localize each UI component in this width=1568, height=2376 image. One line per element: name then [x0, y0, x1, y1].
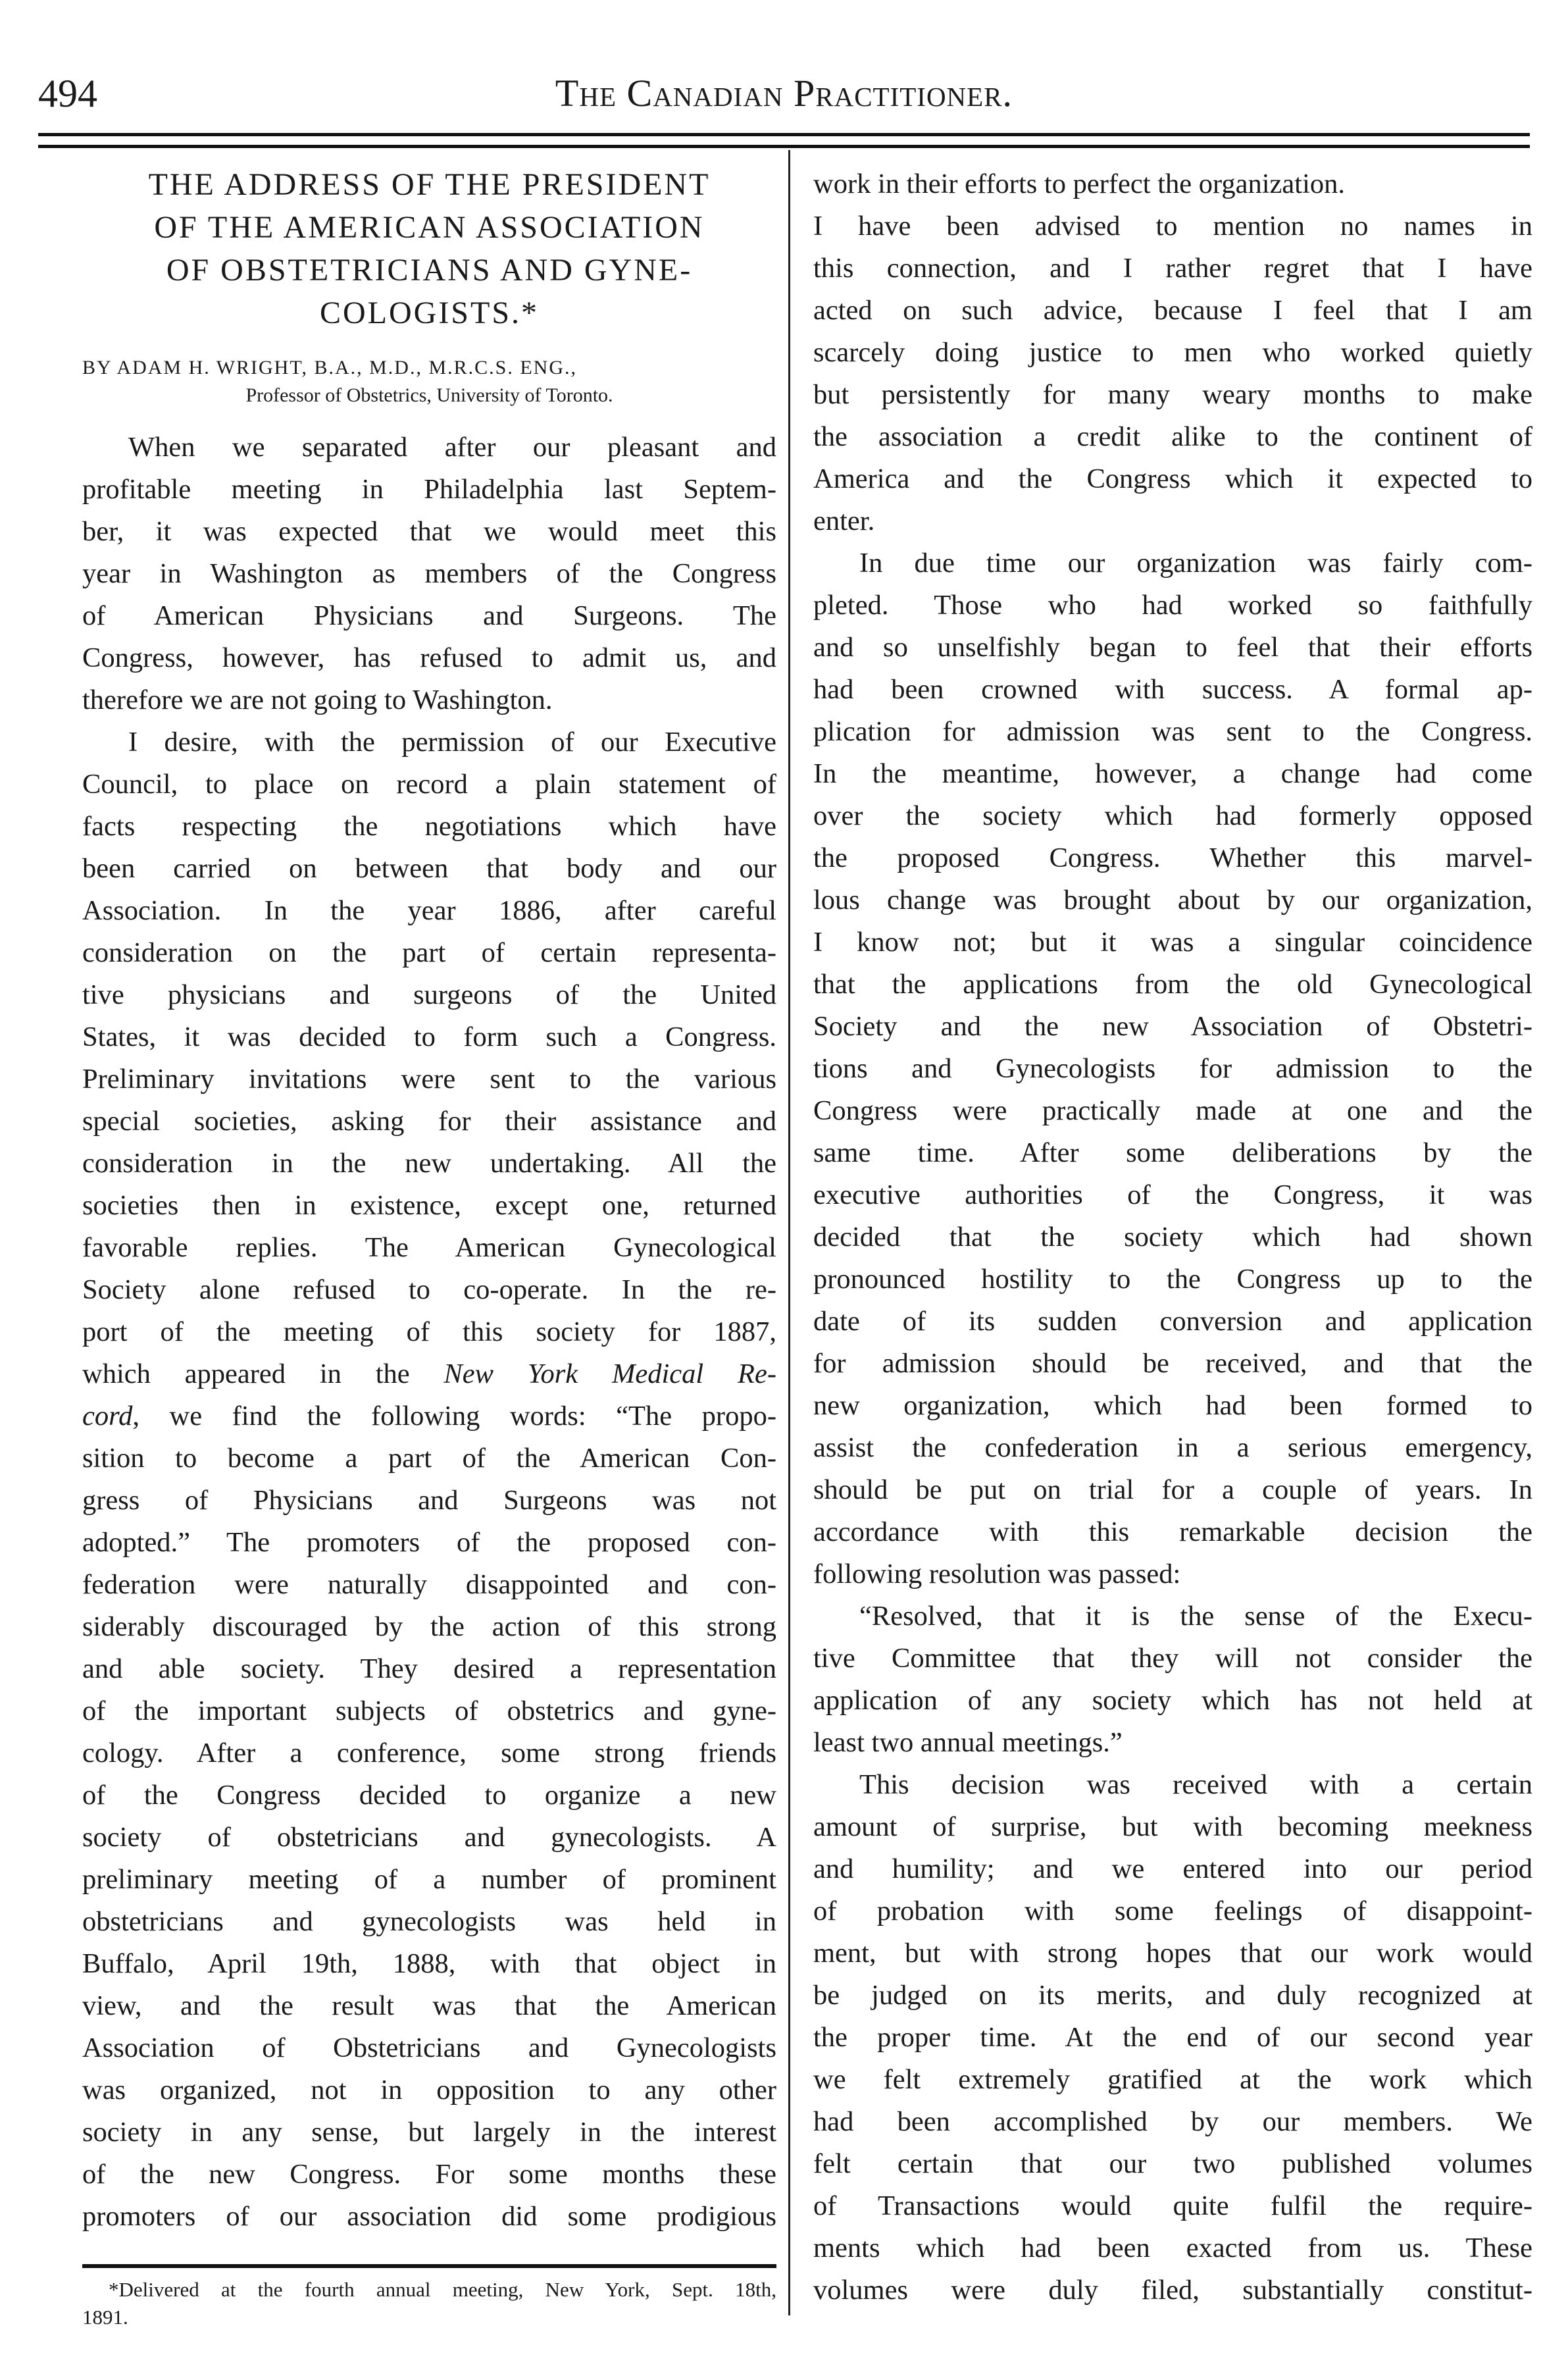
text-line: assist the confederation in a serious emergency, [813, 1432, 1532, 1463]
text-line: of Transactions would quite fulfil the require- [813, 2190, 1532, 2221]
text-line: societies then in existence, except one, returned [82, 1190, 776, 1221]
text-line: In the meantime, however, a change had come [813, 758, 1532, 789]
text-line: Council, to place on record a plain statement of [82, 769, 776, 800]
quoted-resolution-line: “Resolved, that it is the sense of the Execu- [859, 1601, 1532, 1632]
page-number: 494 [38, 72, 97, 115]
text-line: we felt extremely gratified at the work which [813, 2064, 1532, 2095]
left-column [82, 163, 776, 2331]
text-line: siderably discouraged by the action of this strong [82, 1611, 776, 1642]
text-line: adopted.” The promoters of the proposed con- [82, 1527, 776, 1558]
text-line: accordance with this remarkable decision the [813, 1516, 1532, 1547]
text-line: cology. After a conference, some strong friends [82, 1738, 776, 1769]
text-line: society in any sense, but largely in the interest [82, 2117, 776, 2148]
text-line: Association. In the year 1886, after careful [82, 895, 776, 926]
text-line: In due time our organization was fairly com- [859, 548, 1532, 579]
text-line: and humility; and we entered into our period [813, 1853, 1532, 1884]
text-line: gress of Physicians and Surgeons was not [82, 1485, 776, 1516]
text-line: volumes were duly filed, substantially constitut- [813, 2275, 1532, 2306]
text-line: felt certain that our two published volumes [813, 2148, 1532, 2179]
text-fragment: , we find the following words: “The propo- [132, 1401, 776, 1432]
text-line: profitable meeting in Philadelphia last Septem- [82, 474, 776, 505]
text-line: therefore we are not going to Washington. [82, 684, 553, 715]
text-line: special societies, asking for their assistance and [82, 1106, 776, 1137]
column-divider [788, 150, 790, 2315]
text-line: I know not; but it was a singular coincidence [813, 927, 1532, 958]
text-line-with-italic [82, 1353, 776, 1395]
text-line: decided that the society which had shown [813, 1222, 1532, 1253]
text-line: of American Physicians and Surgeons. The [82, 600, 776, 631]
header-rule-top [38, 133, 1530, 136]
text-line: When we separated after our pleasant and [128, 432, 776, 463]
right-column [813, 163, 1532, 2311]
text-line: and so unselfishly began to feel that their efforts [813, 632, 1532, 663]
text-line: new organization, which had been formed to [813, 1390, 1532, 1421]
text-line: of the Congress decided to organize a new [82, 1780, 776, 1811]
text-line: Society and the new Association of Obstetri- [813, 1011, 1532, 1042]
text-line: consideration in the new undertaking. All the [82, 1148, 776, 1179]
title-line: OF THE AMERICAN ASSOCIATION [154, 210, 705, 245]
text-line: Buffalo, April 19th, 1888, with that object in [82, 1948, 776, 1979]
text-line: be judged on its merits, and duly recognized at [813, 1980, 1532, 2011]
text-line: lous change was brought about by our organization, [813, 885, 1532, 916]
text-line: should be put on trial for a couple of years. In [813, 1474, 1532, 1505]
running-head: The Canadian Practitioner. [555, 72, 1013, 115]
author-affiliation: Professor of Obstetrics, University of Toronto. [245, 384, 613, 406]
text-line: the proper time. At the end of our second year [813, 2022, 1532, 2053]
text-line: view, and the result was that the American [82, 1990, 776, 2021]
text-line: acted on such advice, because I feel that I am [813, 295, 1532, 326]
text-line: but persistently for many weary months to make [813, 379, 1532, 410]
text-line: consideration on the part of certain representa- [82, 937, 776, 968]
text-line: over the society which had formerly opposed [813, 800, 1532, 831]
text-line: ment, but with strong hopes that our work would [813, 1938, 1532, 1969]
text-line: ments which had been exacted from us. These [813, 2233, 1532, 2263]
quoted-resolution-line: tive Committee that they will not consider the [813, 1643, 1532, 1674]
text-line: Preliminary invitations were sent to the various [82, 1064, 776, 1095]
text-line: amount of surprise, but with becoming meekness [813, 1811, 1532, 1842]
text-line: date of its sudden conversion and application [813, 1306, 1532, 1337]
title-line: THE ADDRESS OF THE PRESIDENT [148, 167, 711, 202]
text-line: plication for admission was sent to the Congress. [813, 716, 1532, 747]
text-line: promoters of our association did some prodigious [82, 2201, 776, 2232]
author-byline: BY ADAM H. WRIGHT, B.A., M.D., M.R.C.S. ENG., [82, 357, 577, 378]
text-fragment: which appeared in the [82, 1358, 444, 1389]
article-title [82, 163, 776, 334]
text-line: this connection, and I rather regret that I have [813, 253, 1532, 284]
journal-title-italic: New York Medical Re- [443, 1358, 777, 1389]
text-line: States, it was decided to form such a Congress. [82, 1021, 776, 1052]
text-line: was organized, not in opposition to any other [82, 2075, 776, 2105]
text-line: This decision was received with a certain [859, 1769, 1532, 1800]
title-line: COLOGISTS.* [319, 296, 540, 330]
text-line: preliminary meeting of a number of prominent [82, 1864, 776, 1895]
text-line: work in their efforts to perfect the organization. [813, 168, 1346, 199]
header-rule-bottom [38, 145, 1530, 148]
body-text-left [82, 426, 776, 2238]
text-line: the proposed Congress. Whether this marvel- [813, 842, 1532, 873]
text-line: had been crowned with success. A formal ap- [813, 674, 1532, 705]
text-line: society of obstetricians and gynecologists. A [82, 1822, 776, 1853]
text-line: pronounced hostility to the Congress up to the [813, 1264, 1532, 1295]
text-line: of the important subjects of obstetrics and gyne- [82, 1695, 776, 1726]
text-line-with-italic [82, 1395, 776, 1437]
text-line: Congress, however, has refused to admit us, and [82, 642, 776, 673]
text-line: the association a credit alike to the continent of [813, 421, 1532, 452]
text-line: port of the meeting of this society for 1887, [82, 1316, 776, 1347]
text-line: facts respecting the negotiations which have [82, 811, 776, 842]
text-line: of the new Congress. For some months these [82, 2159, 776, 2190]
text-line: scarcely doing justice to men who worked quietly [813, 337, 1532, 368]
quoted-resolution-line: application of any society which has not held at [813, 1685, 1532, 1716]
footnote-line: 1891. [82, 2306, 128, 2329]
text-line: sition to become a part of the American Con- [82, 1443, 776, 1474]
title-line: OF OBSTETRICIANS AND GYNE- [166, 253, 693, 288]
footnote [82, 2276, 776, 2331]
text-line: that the applications from the old Gynecological [813, 969, 1532, 1000]
text-line: I desire, with the permission of our Executive [128, 727, 776, 758]
text-line: following resolution was passed: [813, 1559, 1181, 1589]
text-line: obstetricians and gynecologists was held in [82, 1906, 776, 1937]
text-line: tions and Gynecologists for admission to the [813, 1053, 1532, 1084]
text-line: tive physicians and surgeons of the United [82, 979, 776, 1010]
text-line: Society alone refused to co-operate. In the re- [82, 1274, 776, 1305]
page-header [38, 66, 1530, 118]
text-line: for admission should be received, and that the [813, 1348, 1532, 1379]
text-line: Congress were practically made at one and the [813, 1095, 1532, 1126]
text-line: ber, it was expected that we would meet this [82, 516, 776, 547]
text-line: had been accomplished by our members. We [813, 2106, 1532, 2137]
text-line: America and the Congress which it expected to [813, 463, 1532, 494]
footnote-line: *Delivered at the fourth annual meeting, New York, Sept. 18th, [109, 2278, 776, 2301]
text-line: I have been advised to mention no names in [813, 211, 1532, 242]
text-line: and able society. They desired a representation [82, 1653, 776, 1684]
text-line: year in Washington as members of the Congress [82, 558, 776, 589]
text-line: federation were naturally disappointed and con- [82, 1569, 776, 1600]
text-line: favorable replies. The American Gynecological [82, 1232, 776, 1263]
text-line: pleted. Those who had worked so faithfully [813, 590, 1532, 621]
text-line: enter. [813, 505, 875, 536]
text-line: of probation with some feelings of disappoint- [813, 1896, 1532, 1926]
text-line: been carried on between that body and our [82, 853, 776, 884]
text-line: same time. After some deliberations by the [813, 1137, 1532, 1168]
quoted-resolution-line: least two annual meetings.” [813, 1727, 1123, 1758]
text-line: executive authorities of the Congress, it was [813, 1179, 1532, 1210]
journal-title-italic: cord [82, 1401, 133, 1432]
text-line: Association of Obstetricians and Gynecologists [82, 2032, 776, 2063]
footnote-rule [82, 2264, 776, 2268]
